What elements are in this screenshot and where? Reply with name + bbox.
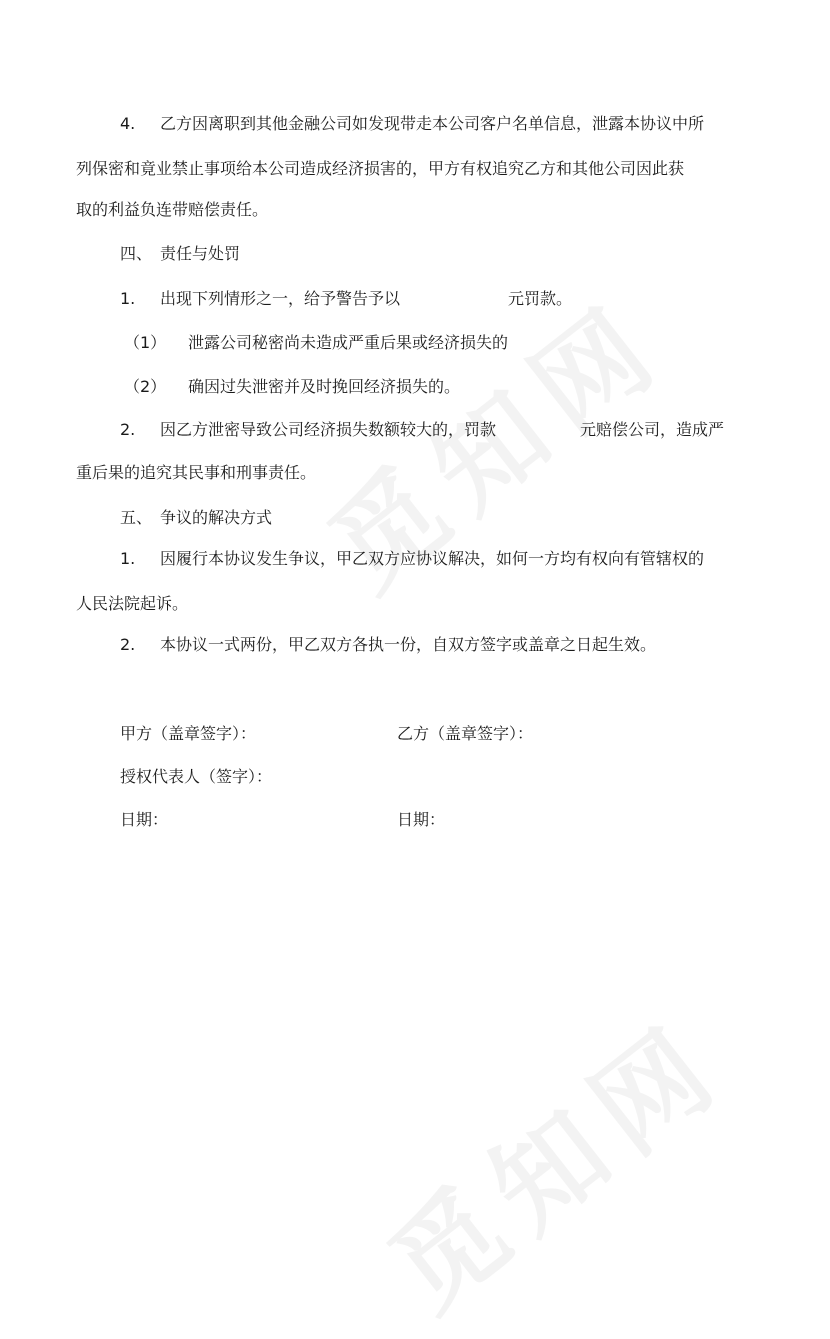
party-a-date-label: 日期： [120, 810, 169, 829]
item-number: 2. [120, 635, 136, 654]
section-title: 争议的解决方式 [160, 508, 273, 527]
party-b-date-label: 日期： [397, 810, 446, 829]
item-number: 1. [120, 289, 136, 308]
sub-item-text: 泄露公司秘密尚未造成严重后果或经济损失的 [188, 333, 509, 352]
item-suffix: 元赔偿公司，造成严 [580, 420, 725, 439]
item-text: 出现下列情形之一，给予警告予以 [160, 289, 401, 308]
item-number: 2. [120, 420, 136, 439]
item-suffix: 元罚款。 [508, 289, 573, 308]
clause-number: 4. [120, 114, 136, 133]
representative-signature-label: 授权代表人（签字）： [120, 767, 273, 786]
item-text: 人民法院起诉。 [76, 594, 189, 613]
item-text: 本协议一式两份，甲乙双方各执一份，自双方签字或盖章之日起生效。 [160, 635, 657, 654]
item-number: 1. [120, 549, 136, 568]
section-number: 四、 [120, 244, 153, 263]
item-text: 因乙方泄密导致公司经济损失数额较大的，罚款 [160, 420, 497, 439]
party-b-signature-label: 乙方（盖章签字）： [397, 724, 534, 743]
watermark [352, 979, 752, 1339]
section-title: 责任与处罚 [160, 244, 241, 263]
clause-text: 列保密和竟业禁止事项给本公司造成经济损害的，甲方有权追究乙方和其他公司因此获 [76, 159, 685, 178]
item-text: 重后果的追究其民事和刑事责任。 [76, 463, 317, 482]
clause-text: 取的利益负连带赔偿责任。 [76, 200, 269, 219]
sub-item-number: （1） [124, 333, 167, 352]
clause-text: 乙方因离职到其他金融公司如发现带走本公司客户名单信息，泄露本协议中所 [160, 114, 705, 133]
sub-item-text: 确因过失泄密并及时挽回经济损失的。 [188, 377, 461, 396]
section-number: 五、 [120, 508, 153, 527]
item-text: 因履行本协议发生争议，甲乙双方应协议解决，如何一方均有权向有管辖权的 [160, 549, 705, 568]
sub-item-number: （2） [124, 377, 167, 396]
party-a-signature-label: 甲方（盖章签字）： [120, 724, 257, 743]
